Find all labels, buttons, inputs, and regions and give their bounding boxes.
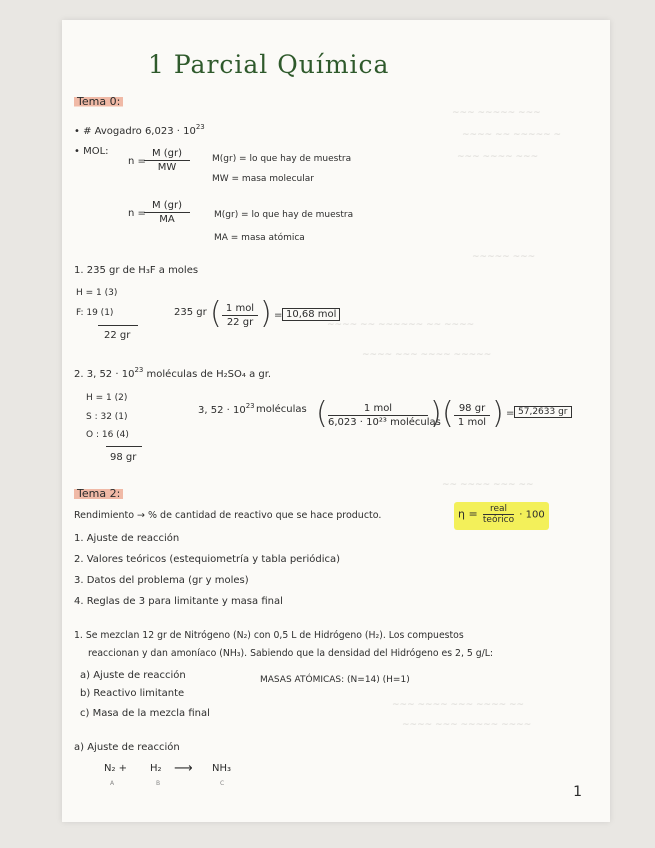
close-paren: ) bbox=[492, 396, 504, 431]
label-a: A bbox=[110, 780, 115, 787]
exercise2-statement-end: moléculas de H₂SO₄ a gr. bbox=[143, 369, 272, 380]
exercise2-total: 98 gr bbox=[110, 452, 137, 463]
show-through-text: ~~~~ ~~~ ~~~~ ~~~~~ bbox=[362, 350, 492, 360]
exercise1-statement: 1. 235 gr de H₃F a moles bbox=[74, 265, 199, 276]
mol-label: • MOL: bbox=[74, 146, 109, 157]
equals-sign: = bbox=[274, 310, 283, 321]
step-1: 1. Ajuste de reacción bbox=[74, 533, 180, 544]
problem1-part-c: c) Masa de la mezcla final bbox=[80, 708, 210, 719]
show-through-text: ~~~~ ~~~ ~~~~~ ~~~~ bbox=[402, 720, 532, 730]
equals-sign: = bbox=[506, 408, 515, 419]
open-paren: ( bbox=[442, 396, 454, 431]
exercise1-sum-line bbox=[98, 325, 138, 326]
page-number: 1 bbox=[573, 784, 582, 800]
reaction-arrow: ⟶ bbox=[174, 761, 193, 776]
step-3: 3. Datos del problema (gr y moles) bbox=[74, 575, 249, 586]
exercise1-factor bbox=[222, 303, 258, 328]
exercise2-factor1-numerator: 1 mol bbox=[328, 403, 428, 416]
label-b: B bbox=[156, 780, 161, 787]
formula1-numerator: M (gr) bbox=[144, 148, 190, 161]
exercise1-h-line: H = 1 (3) bbox=[76, 288, 118, 298]
page-title: 1 Parcial Química bbox=[148, 50, 390, 79]
exercise2-factor2-numerator: 98 gr bbox=[454, 403, 490, 416]
show-through-text: ~~~~~ ~~~ bbox=[472, 252, 536, 262]
exercise2-result-box: 57,2633 gr bbox=[514, 406, 572, 418]
exercise1-factor-denominator: 22 gr bbox=[226, 317, 254, 328]
exercise1-factor-numerator: 1 mol bbox=[222, 303, 258, 316]
exercise1-result-box: 10,68 mol bbox=[282, 308, 340, 321]
exercise2-factor1-denominator: 6,023 · 10²³ moléculas bbox=[328, 417, 441, 428]
yield-numerator: real bbox=[483, 504, 514, 515]
exercise2-factor1 bbox=[328, 403, 441, 428]
formula2-numerator: M (gr) bbox=[144, 200, 190, 213]
avogadro-line bbox=[74, 123, 205, 137]
avogadro-exponent: 23 bbox=[195, 123, 205, 131]
formula2-fraction bbox=[144, 200, 190, 225]
yield-denominator: teórico bbox=[482, 515, 515, 525]
exercise2-quantity bbox=[198, 402, 255, 416]
step-4: 4. Reglas de 3 para limitante y masa final bbox=[74, 596, 283, 607]
formula1-definition-1: M(gr) = lo que hay de muestra bbox=[212, 154, 352, 164]
formula1-fraction bbox=[144, 148, 190, 173]
show-through-text: ~~~~ ~~ ~~~~~ ~ bbox=[462, 130, 562, 140]
exercise2-s-line: S : 32 (1) bbox=[86, 412, 128, 422]
equation-nh3: NH₃ bbox=[212, 763, 232, 774]
yield-eta: η = bbox=[458, 507, 478, 521]
formula2-denominator: MA bbox=[159, 214, 175, 225]
problem1-part-a: a) Ajuste de reacción bbox=[80, 670, 186, 681]
show-through-text: ~~ ~~~~ ~~~ ~~ bbox=[442, 480, 534, 490]
show-through-text: ~~~ ~~~~~ ~~~ bbox=[452, 108, 541, 118]
exercise2-sum-line bbox=[106, 446, 142, 447]
exercise1-result bbox=[282, 309, 340, 320]
step-2: 2. Valores teóricos (estequiometría y tabla periódica) bbox=[74, 554, 340, 565]
notebook-page bbox=[62, 20, 610, 822]
yield-formula-highlight bbox=[454, 502, 549, 530]
close-paren: ) bbox=[260, 296, 272, 331]
equation-n2: N₂ + bbox=[104, 763, 128, 774]
exercise2-factor2-denominator: 1 mol bbox=[457, 417, 487, 428]
atomic-masses: MASAS ATÓMICAS: (N=14) (H=1) bbox=[260, 675, 410, 685]
formula1-lhs: n = bbox=[128, 156, 146, 167]
rendimiento-definition: Rendimiento → % de cantidad de reactivo que se hace producto. bbox=[74, 510, 382, 521]
exercise2-factor2 bbox=[454, 403, 490, 428]
exercise2-quantity-value: 3, 52 · 10 bbox=[198, 405, 246, 416]
equation-h2: H₂ bbox=[150, 763, 162, 774]
exercise2-quantity-exponent: 23 bbox=[245, 402, 255, 410]
exercise1-f-line: F: 19 (1) bbox=[76, 308, 114, 318]
open-paren: ( bbox=[210, 296, 222, 331]
formula2-definition-2: MA = masa atómica bbox=[214, 233, 305, 243]
exercise2-quantity-unit: moléculas bbox=[256, 404, 307, 415]
open-paren: ( bbox=[316, 396, 328, 431]
problem1-line1: 1. Se mezclan 12 gr de Nitrógeno (N₂) con 0,5 L de Hidrógeno (H₂). Los compuestos bbox=[74, 630, 464, 641]
exercise2-h-line: H = 1 (2) bbox=[86, 393, 128, 403]
close-paren: ) bbox=[430, 396, 442, 431]
tema0-heading: Tema 0: bbox=[74, 94, 123, 109]
formula1-denominator: MW bbox=[157, 162, 177, 173]
formula2-lhs: n = bbox=[128, 208, 146, 219]
exercise1-grams: 235 gr bbox=[174, 307, 207, 318]
show-through-text: ~~~ ~~~~ ~~~ bbox=[457, 152, 539, 162]
problem1-answer-a: a) Ajuste de reacción bbox=[74, 742, 180, 753]
show-through-text: ~~~~ ~~ ~~~~~~ ~~ ~~~~ bbox=[327, 320, 475, 330]
label-c: C bbox=[220, 780, 225, 787]
avogadro-text: • # Avogadro 6,023 · 10 bbox=[74, 126, 196, 137]
problem1-line2: reaccionan y dan amoníaco (NH₃). Sabiendo que la densidad del Hidrógeno es 2, 5 g/L: bbox=[88, 648, 494, 659]
exercise2-statement-start: 2. 3, 52 · 10 bbox=[74, 369, 135, 380]
yield-multiplier: · 100 bbox=[519, 509, 545, 521]
exercise2-result bbox=[514, 407, 572, 417]
formula2-definition-1: M(gr) = lo que hay de muestra bbox=[214, 210, 354, 220]
exercise2-statement-exponent: 23 bbox=[134, 366, 144, 374]
exercise1-total: 22 gr bbox=[104, 330, 131, 341]
yield-fraction bbox=[483, 504, 514, 525]
tema2-heading: Tema 2: bbox=[74, 486, 123, 501]
problem1-part-b: b) Reactivo limitante bbox=[80, 688, 185, 699]
show-through-text: ~~~ ~~~~ ~~~ ~~~~ ~~ bbox=[392, 700, 525, 710]
exercise2-statement bbox=[74, 366, 271, 380]
formula1-definition-2: MW = masa molecular bbox=[212, 174, 314, 184]
exercise2-o-line: O : 16 (4) bbox=[86, 430, 129, 440]
